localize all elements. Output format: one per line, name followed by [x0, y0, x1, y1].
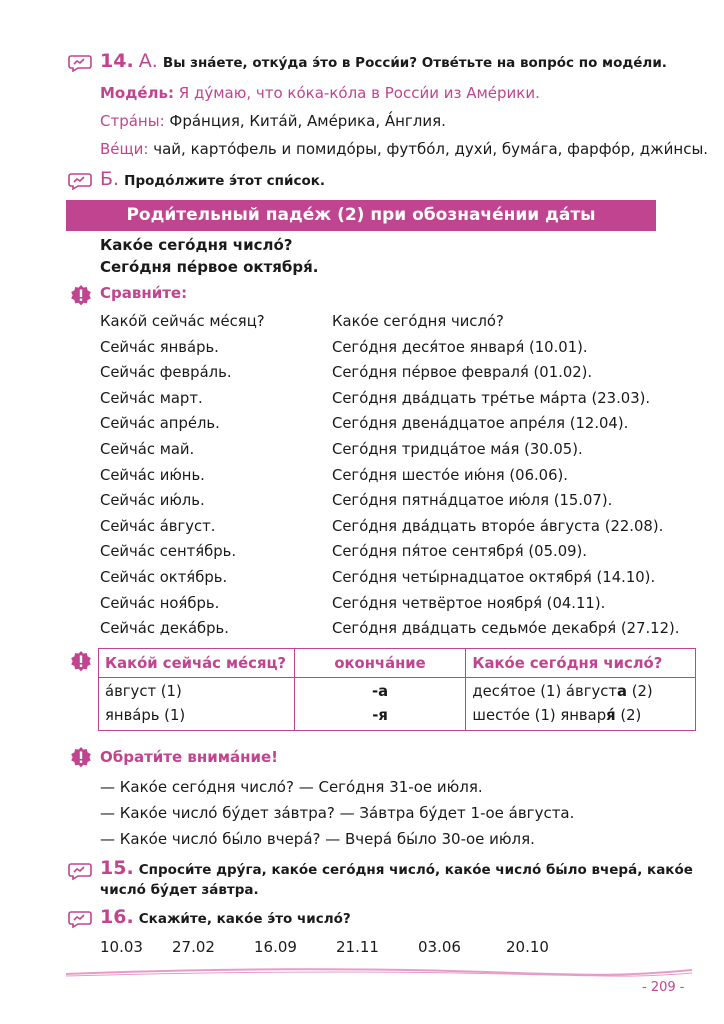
exclamation-badge-icon [70, 746, 92, 768]
footer-divider [66, 966, 692, 978]
compare-right-item: Сего́дня шесто́е ию́ня (06.06). [332, 466, 568, 484]
compare-left-item: Сейча́с апре́ль. [100, 415, 220, 433]
exercise-15 [100, 857, 693, 900]
compare-left-item: Како́й сейча́с ме́сяц? [100, 313, 265, 330]
attention-lines [100, 774, 574, 852]
compare-left-item: Сейча́с а́вгуст. [100, 517, 216, 535]
compare-left-column [100, 309, 265, 642]
compare-left-item: Сейча́с сентя́брь. [100, 543, 237, 561]
compare-left-item: Сейча́с октя́брь. [100, 568, 228, 586]
example-question: Како́е сего́дня число́? [100, 236, 293, 254]
table-header: оконча́ние [294, 649, 466, 678]
countries-label: Стра́ны: [100, 112, 165, 130]
countries-text: Фра́нция, Кита́й, Аме́рика, А́нглия. [169, 112, 446, 130]
compare-right-item: Сего́дня пятна́дцатое ию́ля (15.07). [332, 492, 613, 510]
grammar-table [98, 648, 696, 731]
compare-right-item: Сего́дня деся́тое января́ (10.01). [332, 338, 588, 356]
date-item: 10.03 [100, 938, 143, 956]
compare-right-item: Сего́дня четы́рнадцатое октября́ (14.10). [332, 568, 656, 586]
exercise-instruction-cont: число́ бу́дет за́втра. [100, 882, 259, 898]
things-line [100, 140, 708, 158]
date-item: 16.09 [254, 938, 297, 956]
compare-right-item: Сего́дня двена́дцатое апре́ля (12.04). [332, 415, 629, 433]
part-letter: А. [138, 50, 158, 72]
speech-bubble-icon [68, 862, 92, 880]
exercise-instruction: Продо́лжите э́тот спи́сок. [124, 173, 326, 189]
compare-right-item: Сего́дня два́дцать седьмо́е декабря́ (27.12). [332, 620, 680, 638]
model-text: Я ду́маю, что ко́ка-ко́ла в Росси́и из Аме́рики. [178, 84, 540, 102]
exercise-number: 15. [100, 857, 134, 879]
section-banner: Роди́тельный паде́ж (2) при обозначе́нии да́ты [66, 200, 656, 231]
table-header: Како́й сейча́с ме́сяц? [99, 649, 295, 678]
model-label: Моде́ль: [100, 84, 174, 102]
exercise-16-heading [100, 906, 351, 928]
compare-left-item: Сейча́с янва́рь. [100, 338, 219, 356]
date-item: 21.11 [336, 938, 379, 956]
exercise-instruction: Скажи́те, како́е э́то число́? [138, 911, 351, 927]
compare-right-item: Сего́дня четвёртое ноября́ (04.11). [332, 594, 606, 612]
attention-title: Обрати́те внима́ние! [100, 748, 279, 766]
attention-line: — Како́е число́ бы́ло вчера́? — Вчера́ бы́ло 30-ое ию́ля. [100, 830, 535, 848]
table-header: Како́е сего́дня число́? [466, 649, 696, 678]
compare-right-item: Сего́дня пя́тое сентября́ (05.09). [332, 543, 587, 561]
things-label: Ве́щи: [100, 140, 149, 158]
part-letter: Б. [100, 168, 120, 190]
compare-left-item: Сейча́с ию́ль. [100, 492, 205, 510]
compare-right-item: Како́е сего́дня число́? [332, 313, 504, 330]
compare-right-item: Сего́дня тридца́тое ма́я (30.05). [332, 440, 583, 458]
exercise-number: 14. [100, 50, 134, 72]
table-cell-ending: -а -я [294, 678, 466, 731]
exclamation-badge-icon [70, 650, 92, 672]
speech-bubble-icon [68, 910, 92, 928]
table-cell-date: деся́тое (1) а́вгуста (2) шесто́е (1) января́ (2) [466, 678, 696, 731]
exercise-instruction: Спроси́те дру́га, како́е сего́дня число́, како́е число́ бы́ло вчера́, како́е [138, 862, 693, 878]
compare-right-item: Сего́дня два́дцать тре́тье ма́рта (23.03). [332, 389, 651, 407]
date-item: 03.06 [418, 938, 461, 956]
exercise-instruction: Вы зна́ете, отку́да э́то в Росси́и? Отве́тьте на вопро́с по моде́ли. [162, 55, 667, 71]
date-item: 27.02 [172, 938, 215, 956]
exercise-number: 16. [100, 906, 134, 928]
compare-right-column [332, 309, 680, 642]
compare-left-item: Сейча́с ноя́брь. [100, 594, 220, 612]
compare-left-item: Сейча́с май. [100, 440, 195, 458]
compare-left-item: Сейча́с февра́ль. [100, 364, 232, 382]
compare-left-item: Сейча́с ию́нь. [100, 466, 205, 484]
attention-line: — Како́е сего́дня число́? — Сего́дня 31-ое ию́ля. [100, 778, 483, 796]
exercise-14b-heading [100, 168, 325, 190]
countries-line [100, 112, 446, 130]
table-cell-month: а́вгуст (1) янва́рь (1) [99, 678, 295, 731]
attention-line: — Како́е число́ бу́дет за́втра? — За́втра бу́дет 1-ое а́вгуста. [100, 804, 575, 822]
speech-bubble-icon [68, 54, 92, 72]
exclamation-badge-icon [70, 284, 92, 306]
date-item: 20.10 [506, 938, 549, 956]
example-block [100, 234, 318, 278]
page-number: - 209 - [642, 980, 685, 995]
exercise-14-heading [100, 50, 667, 72]
example-answer: Сего́дня пе́рвое октября́. [100, 258, 319, 276]
speech-bubble-icon [68, 172, 92, 190]
compare-title: Сравни́те: [100, 284, 188, 302]
compare-right-item: Сего́дня пе́рвое февраля́ (01.02). [332, 364, 593, 382]
model-line [100, 84, 540, 102]
compare-left-item: Сейча́с март. [100, 389, 203, 407]
things-text: чай, карто́фель и помидо́ры, футбо́л, духи́, бума́га, фарфо́р, джи́нсы. [153, 140, 709, 158]
table-header-row [99, 649, 696, 678]
compare-right-item: Сего́дня два́дцать второ́е а́вгуста (22.08). [332, 517, 664, 535]
compare-left-item: Сейча́с дека́брь. [100, 620, 229, 638]
table-row [99, 678, 696, 731]
